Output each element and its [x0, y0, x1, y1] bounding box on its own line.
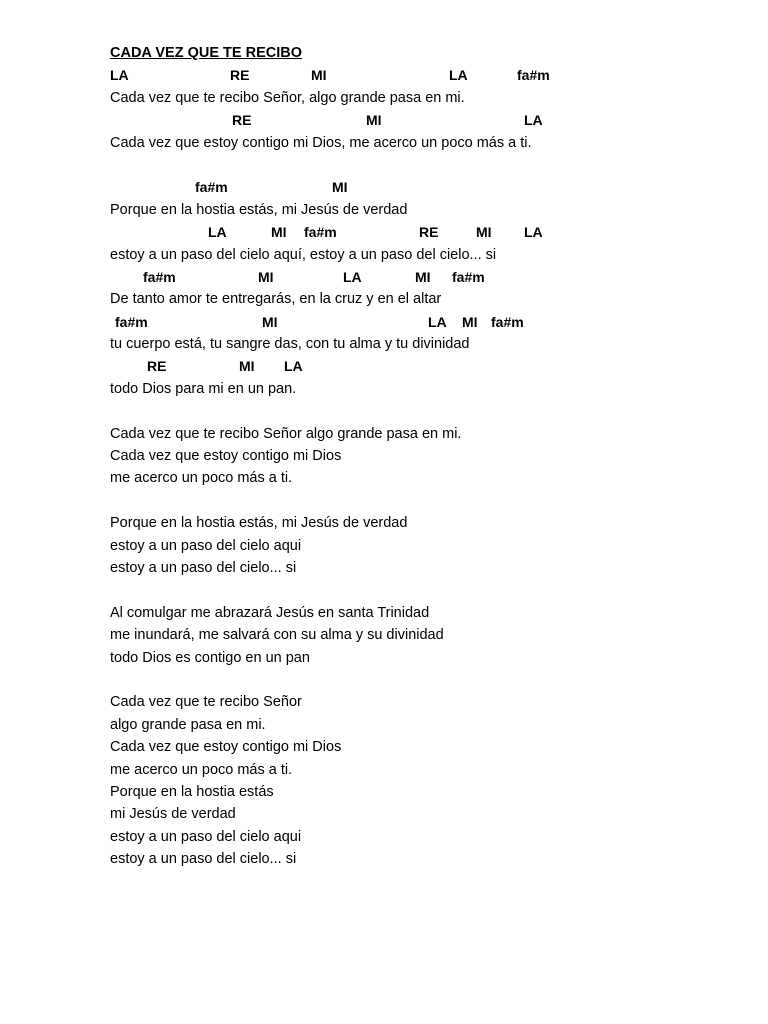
lyric-line: tu cuerpo está, tu sangre das, con tu alma y tu divinidad — [110, 336, 470, 353]
chord: RE — [147, 358, 167, 375]
lyric-line: estoy a un paso del cielo... si — [110, 851, 297, 868]
lyric-line: Al comulgar me abrazará Jesús en santa Trinidad — [110, 604, 430, 621]
chord: LA — [343, 268, 362, 285]
song-sheet — [110, 42, 730, 870]
lyric-line: me acerco un poco más a ti. — [110, 761, 293, 778]
chord: fa#m — [115, 313, 148, 330]
chord: fa#m — [143, 268, 176, 285]
chord: LA — [524, 112, 543, 129]
song-title: CADA VEZ QUE TE RECIBO — [110, 45, 303, 61]
chord-line — [110, 176, 730, 198]
lyric-line: estoy a un paso del cielo aquí, estoy a un paso del cielo... si — [110, 246, 497, 263]
chord-line — [110, 221, 730, 243]
chord: LA — [449, 67, 468, 84]
lyric-line: Porque en la hostia estás, mi Jesús de verdad — [110, 515, 408, 532]
chord: MI — [332, 179, 348, 196]
lyric-line: Porque en la hostia estás — [110, 783, 274, 800]
lyric-line: Cada vez que te recibo Señor algo grande pasa en mi. — [110, 425, 462, 442]
lyric-line: todo Dios es contigo en un pan — [110, 649, 310, 666]
chord: LA — [284, 358, 303, 375]
chord: RE — [419, 224, 439, 241]
chord-line — [110, 355, 730, 377]
chord: fa#m — [517, 67, 550, 84]
stanza-gap — [110, 154, 730, 176]
chord: RE — [232, 112, 252, 129]
chord: MI — [239, 358, 255, 375]
lyric-line: Cada vez que estoy contigo mi Dios — [110, 739, 342, 756]
chord: MI — [311, 67, 327, 84]
lyric-line: Porque en la hostia estás, mi Jesús de verdad — [110, 201, 408, 218]
chord: MI — [271, 224, 287, 241]
lyric-line: Cada vez que te recibo Señor — [110, 694, 302, 711]
chord: MI — [366, 112, 382, 129]
chord: fa#m — [304, 224, 337, 241]
lyric-line: estoy a un paso del cielo aqui — [110, 828, 302, 845]
lyric-line: me acerco un poco más a ti. — [110, 470, 293, 487]
lyric-line: mi Jesús de verdad — [110, 806, 236, 823]
lyric-line: me inundará, me salvará con su alma y su divinidad — [110, 627, 444, 644]
chord: LA — [524, 224, 543, 241]
chord: MI — [262, 313, 278, 330]
lyric-line: estoy a un paso del cielo aqui — [110, 537, 302, 554]
lyric-line: Cada vez que estoy contigo mi Dios, me acerco un poco más a ti. — [110, 134, 532, 151]
stanza-gap — [110, 490, 730, 512]
chord-line — [110, 109, 730, 131]
chord: RE — [230, 67, 250, 84]
chord: fa#m — [195, 179, 228, 196]
lyric-line: todo Dios para mi en un pan. — [110, 380, 297, 397]
lyric-line: Cada vez que te recibo Señor, algo grande pasa en mi. — [110, 89, 465, 106]
lyric-line: algo grande pasa en mi. — [110, 716, 266, 733]
lyric-line: estoy a un paso del cielo... si — [110, 559, 297, 576]
stanza-gap — [110, 400, 730, 422]
chord: MI — [258, 268, 274, 285]
chord: MI — [415, 268, 431, 285]
chord-line — [110, 266, 730, 288]
chord: fa#m — [491, 313, 524, 330]
chord: LA — [428, 313, 447, 330]
chord-line — [110, 64, 730, 86]
chord: MI — [476, 224, 492, 241]
lyric-line: Cada vez que estoy contigo mi Dios — [110, 448, 342, 465]
stanza-gap — [110, 669, 730, 691]
chord: MI — [462, 313, 478, 330]
chord: LA — [110, 67, 129, 84]
lyric-line: De tanto amor te entregarás, en la cruz y en el altar — [110, 291, 442, 308]
chord-line — [110, 311, 730, 333]
stanza-gap — [110, 579, 730, 601]
chord: LA — [208, 224, 227, 241]
chord: fa#m — [452, 268, 485, 285]
